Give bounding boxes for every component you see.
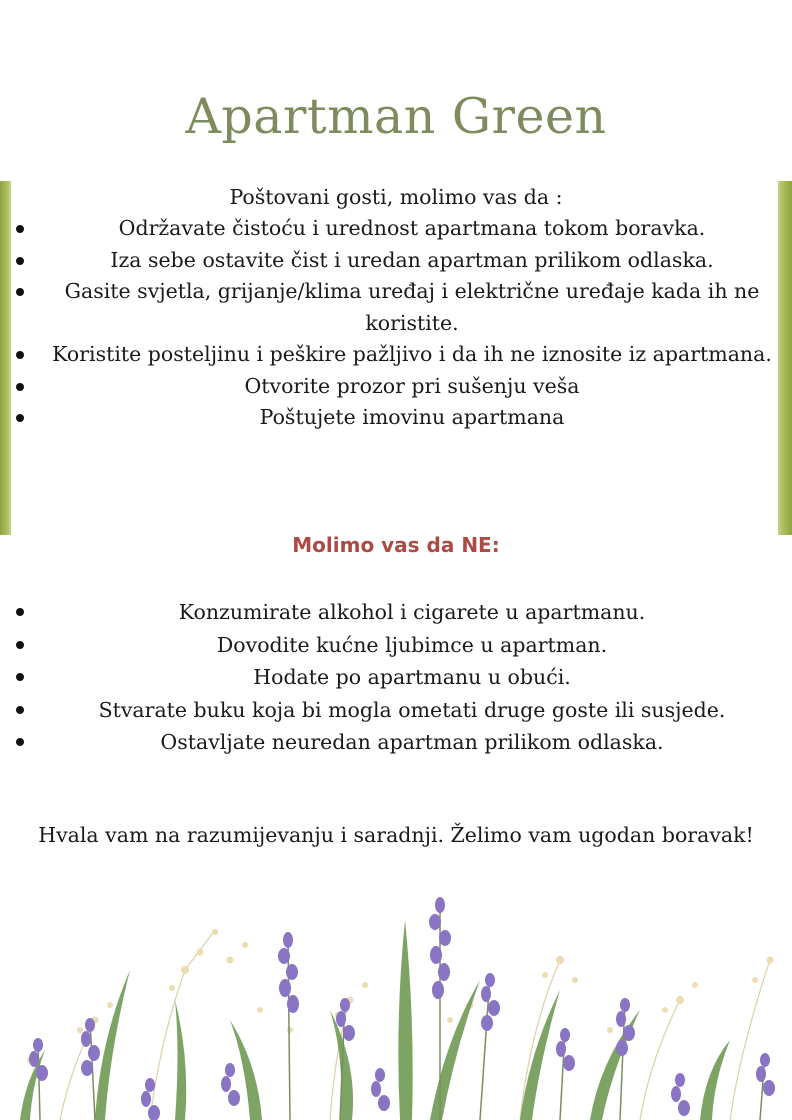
bullet-icon	[16, 383, 24, 391]
list-item-text: Stvarate buku koja bi mogla ometati druge goste ili susjede.	[98, 697, 726, 722]
bullet-icon	[16, 257, 24, 265]
do-not-heading: Molimo vas da NE:	[292, 533, 500, 557]
list-item	[0, 661, 792, 694]
bullet-icon	[16, 225, 24, 233]
do-list	[0, 213, 792, 434]
list-item	[0, 276, 792, 339]
bullet-icon	[16, 706, 24, 714]
closing-text: Hvala vam na razumijevanju i saradnji. Želimo vam ugodan boravak!	[38, 823, 754, 847]
list-item-text: Koristite posteljinu i peškire pažljivo i da ih ne iznosite iz apartmana.	[52, 342, 772, 366]
bullet-icon	[16, 738, 24, 746]
baby-breath-sprigs	[60, 930, 770, 1120]
bullet-icon	[16, 608, 24, 616]
list-item	[0, 694, 792, 727]
list-item	[0, 371, 792, 403]
intro-text: Poštovani gosti, molimo vas da :	[229, 185, 563, 209]
list-item	[0, 629, 792, 662]
list-item	[0, 726, 792, 759]
bullet-icon	[16, 288, 24, 296]
list-item	[0, 596, 792, 629]
list-item-text: Poštujete imovinu apartmana	[259, 405, 565, 429]
bullet-icon	[16, 351, 24, 359]
lavender-flowers-illustration	[0, 890, 792, 1120]
bullet-icon	[16, 673, 24, 681]
list-item-text: Ostavljate neuredan apartman prilikom odlaska.	[160, 730, 664, 754]
list-item-text: Iza sebe ostavite čist i uredan apartman prilikom odlaska.	[110, 247, 714, 272]
list-item-text: Otvorite prozor pri sušenju veša	[244, 373, 580, 398]
list-item	[0, 213, 792, 245]
page-title: Apartman Green	[185, 88, 607, 145]
bullet-icon	[16, 414, 24, 422]
list-item-text: Gasite svjetla, grijanje/klima uređaj i električne uređaje kada ih ne koristite.	[64, 279, 760, 335]
list-item-text: Hodate po apartmanu u obući.	[253, 665, 571, 689]
list-item	[0, 402, 792, 434]
list-item	[0, 339, 792, 371]
list-item-text: Konzumirate alkohol i cigarete u apartmanu.	[178, 600, 646, 624]
do-not-list	[0, 596, 792, 759]
list-item-text: Dovodite kućne ljubimce u apartman.	[216, 632, 608, 657]
bullet-icon	[16, 641, 24, 649]
list-item-text: Održavate čistoću i urednost apartmana tokom boravka.	[118, 216, 706, 240]
list-item	[0, 245, 792, 277]
